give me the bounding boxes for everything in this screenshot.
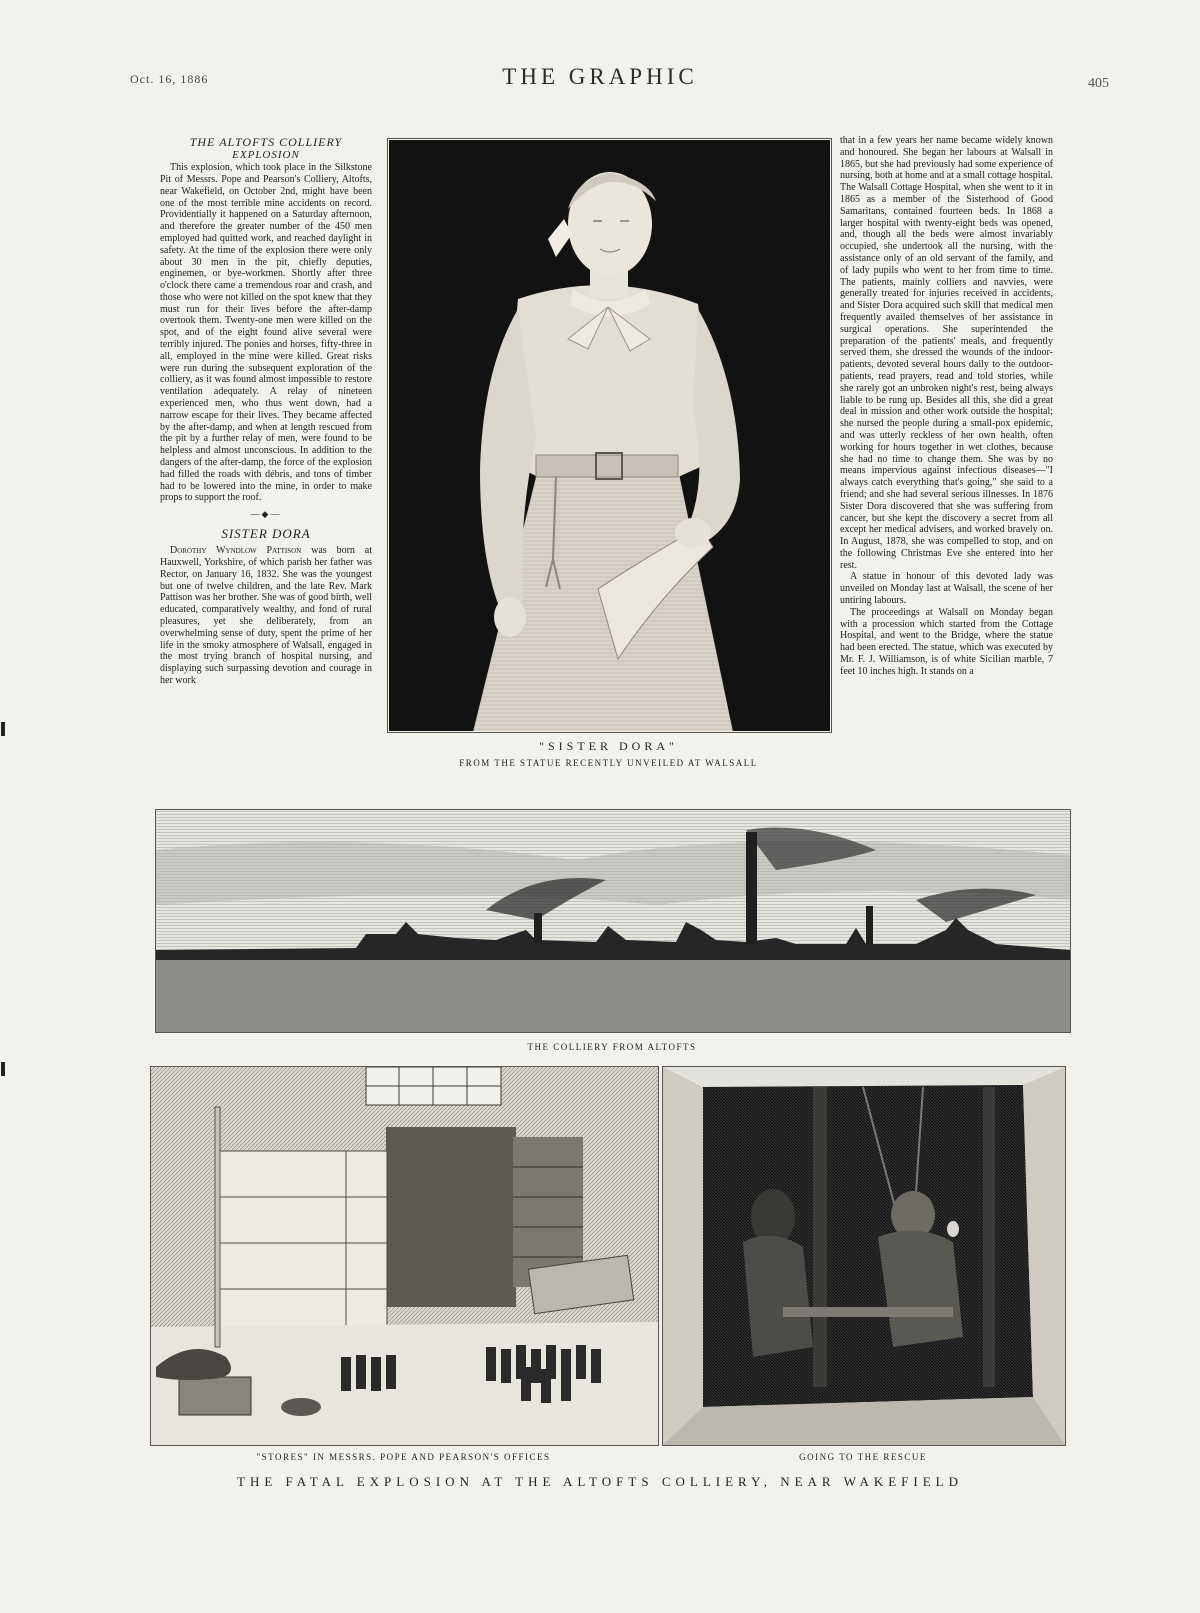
- section-ornament: —◆—: [250, 509, 282, 520]
- rescue-caption: GOING TO THE RESCUE: [799, 1452, 927, 1462]
- colliery-caption: THE COLLIERY FROM ALTOFTS: [527, 1042, 697, 1052]
- rescue-engraving: [662, 1066, 1066, 1446]
- binding-mark: [1, 1062, 5, 1076]
- sister-dora-subcaption: FROM THE STATUE RECENTLY UNVEILED AT WALSALL: [459, 758, 758, 768]
- main-illustration-caption: THE FATAL EXPLOSION AT THE ALTOFTS COLLIERY, NEAR WAKEFIELD: [237, 1474, 963, 1489]
- sister-dora-statue-engraving: [387, 138, 832, 733]
- issue-date: Oct. 16, 1886: [130, 72, 209, 86]
- walsall-proceedings-paragraph: The proceedings at Walsall on Monday began with a procession which started from the Cottage Hospital, and went to the Bridge, where the statue had been erected. The statue, which was executed by Mr. F. J. Williamson, is of white Sicilian marble, 7 feet 10 inches high. It stands on a: [840, 606, 1053, 677]
- publication-title: THE GRAPHIC: [502, 64, 698, 89]
- sister-dora-caption: "SISTER DORA": [539, 739, 678, 753]
- left-article-column: [160, 135, 372, 687]
- colliery-landscape-engraving: [155, 809, 1071, 1033]
- right-article-column: [840, 135, 1053, 678]
- altofts-article-body: This explosion, which took place in the Silkstone Pit of Messrs. Pope and Pearson's Colliery, Altofts, near Wakefield, on October 2nd, might have been one of the most terrible mine accidents on record. Providentially it happened on a Saturday afternoon, and therefore the greater number of the 450 men employed had quitted work, and reached daylight in safety. At the time of the explosion there were only about 30 men in the pit, chiefly deputies, enginemen, or bye-workmen. Shortly after three o'clock there came a tremendous roar and crash, and those who were not killed on the spot knew that they must run for their lives before the after-damp overtook them. Twenty-one men were killed on the spot, and of the eight found alive several were terribly injured. The ponies and horses, fifty-three in all, employed in the mine were killed. Great risks were run during the subsequent exploration of the colliery, as it was found almost impossible to restore ventilation adequately. A relay of nineteen experienced men, who thus went down, had a narrow escape for their lives. They became affected by the after-damp, and when at length rescued from the pit by a further relay of men, were found to be helpless and almost unconscious. In addition to the dangers of the after-damp, the force of the explosion had filled the roads with débris, and tons of timber had to be lowered into the mine, in order to make props to support the roof.: [160, 162, 372, 504]
- altofts-article-title: THE ALTOFTS COLLIERY: [189, 135, 343, 149]
- page-number: 405: [1088, 76, 1109, 91]
- stores-interior-engraving: [150, 1066, 659, 1446]
- sister-dora-continued-body: that in a few years her name became widely known and honoured. She began her labours at Walsall in 1865, but she had previously had some experience of nursing, both at home and at a small cottage hospital. The Walsall Cottage Hospital, when she went to it in 1865 as a member of the Sisterhood of Good Samaritans, contained fourteen beds. In 1868 a larger hospital with twenty-eight beds was opened, and, though all the beds were almost invariably occupied, she undertook all the nursing, with the assistance only of an old servant of the family, and of lady pupils who went to her from time to time. The patients, mainly colliers and navvies, were generally treated for injuries received in accidents, and Sister Dora acquired such skill that medical men frequently availed themselves of her assistance in surgical operations. She superintended the preparation of the patients' meals, and frequently served them, she dressed the wounds of the indoor-patients, devoted several hours daily to the outdoor-patients, read prayers, read and told stories, while she rarely got an unbroken night's rest, being always liable to be rung up. Besides all this, she did a great deal in mission and other work outside the hospital; she nursed the people during a small-pox epidemic, and was utterly reckless of her own health, often working for hours together in wet clothes, because she had no time to change them. She was by no means impervious against infectious diseases—"I always catch everything that's going," she said to a friend; and she had several serious illnesses. In 1876 Sister Dora discovered that she was suffering from cancer, but she kept the discovery a secret from all except her medical advisers, and worked bravely on. In August, 1878, she was compelled to stop, and on the following Christmas Eve she entered into her rest.: [840, 135, 1054, 571]
- sister-dora-body-text: was born at Hauxwell, Yorkshire, of which parish her father was Rector, on January 16, 1832. She was the youngest but one of twelve children, and the late Rev. Mark Pattison was her brother. She was of good birth, well educated, comparatively wealthy, and fond of rural pleasures, yet she deliberately, from an overwhelming sense of duty, spent the prime of her life in the smoky atmosphere of Walsall, engaged in the most trying branch of hospital nursing, and displaying such surpassing devotion and courage in her work: [160, 545, 372, 686]
- rescue-mine-shaft-illustration: [663, 1067, 1065, 1445]
- statue-illustration: [388, 139, 831, 732]
- stores-room-illustration: [151, 1067, 658, 1445]
- binding-mark: [1, 722, 5, 736]
- sister-dora-lead-name: Dorothy Wyndlow Pattison: [170, 545, 302, 557]
- stores-caption: "STORES" IN MESSRS. POPE AND PEARSON'S OFFICES: [256, 1452, 551, 1462]
- sister-dora-body-start: [160, 545, 372, 687]
- sister-dora-title: SISTER DORA: [221, 525, 311, 541]
- colliery-skyline-illustration: [156, 810, 1070, 1032]
- altofts-article-subtitle: EXPLOSION: [232, 149, 300, 162]
- statue-unveiling-paragraph: A statue in honour of this devoted lady was unveiled on Monday last at Walsall, the scene of her untiring labours.: [840, 571, 1053, 607]
